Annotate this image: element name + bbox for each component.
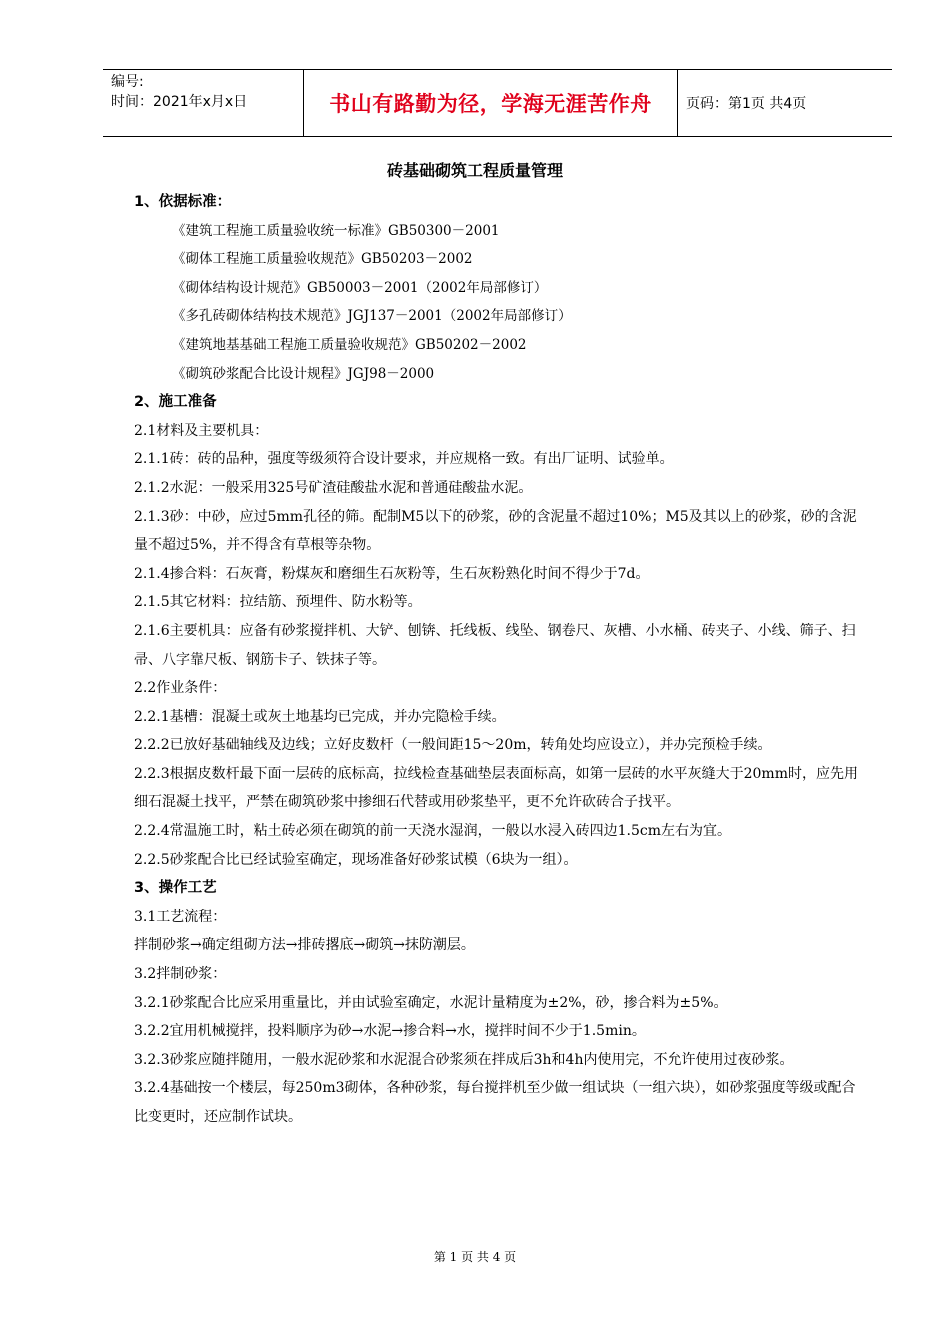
- paragraph: 3.2.3砂浆应随拌随用，一般水泥砂浆和水泥混合砂浆须在拌成后3h和4h内使用完，不允许使用过夜砂浆。: [134, 1051, 794, 1068]
- document-header: [103, 69, 892, 137]
- page-info: 页码：第1页 共4页: [686, 96, 807, 112]
- paragraph: 2.1.1砖：砖的品种，强度等级须符合设计要求，并应规格一致。有出厂证明、试验单。: [134, 451, 674, 468]
- paragraph: 2.2.3根据皮数杆最下面一层砖的底标高，拉线检查基础垫层表面标高，如第一层砖的水平灰缝大于20mm时，应先用细石混凝土找平，严禁在砌筑砂浆中掺细石代替或用砂浆垫平，更不允许砍砖合子找平。: [134, 765, 858, 811]
- header-meta: [103, 70, 304, 136]
- document-body: [134, 188, 864, 1132]
- paragraph: 2.1.5其它材料：拉结筋、预埋件、防水粉等。: [134, 594, 422, 611]
- paragraph: 3.2.2宜用机械搅拌，投料顺序为砂→水泥→掺合料→水，搅拌时间不少于1.5min。: [134, 1023, 646, 1040]
- reference-item: 《砌体结构设计规范》GB50003－2001（2002年局部修订）: [172, 279, 548, 296]
- paragraph: 2.2.2已放好基础轴线及边线；立好皮数杆（一般间距15～20m，转角处均应设立），并办完预检手续。: [134, 737, 772, 754]
- reference-item: 《砌筑砂浆配合比设计规程》JGJ98－2000: [172, 365, 435, 382]
- header-page-cell: [678, 70, 892, 136]
- paragraph: 2.2.4常温施工时，粘土砖必须在砌筑的前一天浇水湿润，一般以水浸入砖四边1.5cm左右为宜。: [134, 823, 732, 840]
- motto-text: 书山有路勤为径，学海无涯苦作舟: [329, 92, 652, 116]
- document-title: 砖基础砌筑工程质量管理: [386, 161, 563, 180]
- paragraph: 2.2作业条件：: [134, 680, 227, 697]
- reference-item: 《砌体工程施工质量验收规范》GB50203－2002: [172, 251, 473, 268]
- paragraph: 2.1.4掺合料：石灰膏，粉煤灰和磨细生石灰粉等，生石灰粉熟化时间不得少于7d。: [134, 565, 650, 582]
- page-footer: 第 1 页 共 4 页: [433, 1250, 517, 1264]
- paragraph: 3.2.4基础按一个楼层，每250m3砌体，各种砂浆，每台搅拌机至少做一组试块（一组六块），如砂浆强度等级或配合比变更时，还应制作试块。: [134, 1080, 856, 1125]
- reference-item: 《建筑地基基础工程施工质量验收规范》GB50202－2002: [172, 336, 527, 353]
- time-label: 时间：2021年x月x日: [111, 94, 248, 110]
- paragraph: 3.1工艺流程：: [134, 908, 227, 925]
- paragraph: 2.1材料及主要机具：: [134, 422, 269, 439]
- header-motto-cell: [304, 70, 678, 136]
- section-heading-3: 3、操作工艺: [134, 880, 217, 897]
- paragraph: 2.1.3砂：中砂，应过5mm孔径的筛。配制M5以下的砂浆，砂的含泥量不超过10%；M5及其以上的砂浆，砂的含泥量不超过5%，并不得含有草根等杂物。: [134, 508, 857, 554]
- paragraph: 2.1.6主要机具：应备有砂浆搅拌机、大铲、刨锛、托线板、线坠、钢卷尺、灰槽、小水桶、砖夹子、小线、筛子、扫帚、八字靠尺板、钢筋卡子、铁抹子等。: [134, 622, 856, 668]
- paragraph: 拌制砂浆→确定组砌方法→排砖撂底→砌筑→抹防潮层。: [134, 937, 475, 954]
- paragraph: 2.1.2水泥：一般采用325号矿渣硅酸盐水泥和普通硅酸盐水泥。: [134, 479, 533, 496]
- paragraph: 3.2拌制砂浆：: [134, 966, 227, 983]
- number-label: 编号:: [111, 74, 144, 90]
- paragraph: 3.2.1砂浆配合比应采用重量比，并由试验室确定，水泥计量精度为±2%，砂，掺合料为±5%。: [134, 994, 728, 1011]
- reference-item: 《建筑工程施工质量验收统一标准》GB50300－2001: [172, 222, 500, 239]
- reference-item: 《多孔砖砌体结构技术规范》JGJ137－2001（2002年局部修订）: [172, 308, 572, 325]
- paragraph: 2.2.5砂浆配合比已经试验室确定，现场准备好砂浆试模（6块为一组）。: [134, 851, 578, 868]
- section-heading-1: 1、依据标准：: [134, 194, 232, 210]
- section-heading-2: 2、施工准备: [134, 394, 217, 411]
- paragraph: 2.2.1基槽：混凝土或灰土地基均已完成，并办完隐检手续。: [134, 708, 506, 725]
